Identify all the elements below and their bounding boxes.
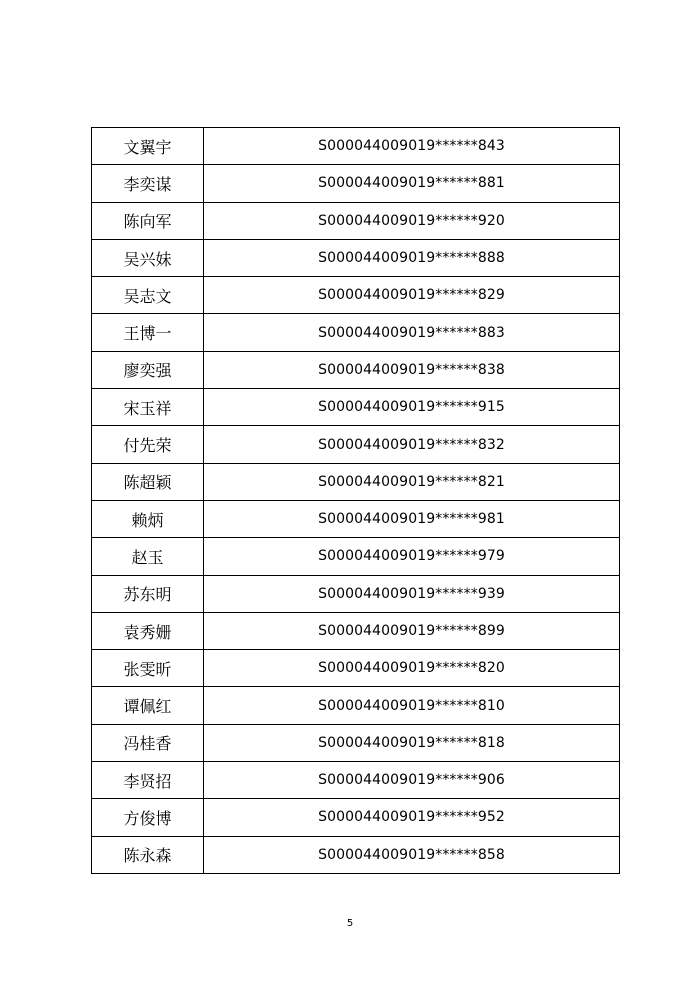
id-cell: S000044009019******888 — [204, 239, 620, 276]
table-row — [92, 314, 620, 351]
table-row — [92, 351, 620, 388]
table-row — [92, 426, 620, 463]
table-row — [92, 724, 620, 761]
id-cell: S000044009019******915 — [204, 389, 620, 426]
id-cell: S000044009019******820 — [204, 650, 620, 687]
id-cell: S000044009019******818 — [204, 724, 620, 761]
name-cell: 谭佩红 — [92, 687, 204, 724]
id-cell: S000044009019******906 — [204, 762, 620, 799]
id-cell: S000044009019******832 — [204, 426, 620, 463]
name-cell: 李贤招 — [92, 762, 204, 799]
id-cell: S000044009019******920 — [204, 202, 620, 239]
name-cell: 廖奕强 — [92, 351, 204, 388]
id-cell: S000044009019******939 — [204, 575, 620, 612]
id-cell: S000044009019******858 — [204, 836, 620, 873]
table-row — [92, 538, 620, 575]
name-cell: 李奕谋 — [92, 165, 204, 202]
id-cell: S000044009019******810 — [204, 687, 620, 724]
id-cell: S000044009019******821 — [204, 463, 620, 500]
name-cell: 王博一 — [92, 314, 204, 351]
id-cell: S000044009019******952 — [204, 799, 620, 836]
name-cell: 陈永森 — [92, 836, 204, 873]
table-row — [92, 612, 620, 649]
table-row — [92, 277, 620, 314]
table-row — [92, 575, 620, 612]
name-cell: 吴兴妹 — [92, 239, 204, 276]
name-cell: 陈向军 — [92, 202, 204, 239]
name-cell: 方俊博 — [92, 799, 204, 836]
name-cell: 宋玉祥 — [92, 389, 204, 426]
table-row — [92, 239, 620, 276]
table-row — [92, 165, 620, 202]
table-row — [92, 762, 620, 799]
table-row — [92, 389, 620, 426]
table-row — [92, 799, 620, 836]
name-cell: 文翼宇 — [92, 128, 204, 165]
name-cell: 陈超颖 — [92, 463, 204, 500]
table-row — [92, 687, 620, 724]
table-row — [92, 650, 620, 687]
id-cell: S000044009019******881 — [204, 165, 620, 202]
id-cell: S000044009019******981 — [204, 500, 620, 537]
name-cell: 袁秀姗 — [92, 612, 204, 649]
id-cell: S000044009019******979 — [204, 538, 620, 575]
id-cell: S000044009019******829 — [204, 277, 620, 314]
id-cell: S000044009019******843 — [204, 128, 620, 165]
page-number: 5 — [346, 918, 354, 929]
table-row — [92, 836, 620, 873]
id-cell: S000044009019******899 — [204, 612, 620, 649]
name-cell: 张雯昕 — [92, 650, 204, 687]
name-cell: 付先荣 — [92, 426, 204, 463]
table-row — [92, 202, 620, 239]
id-cell: S000044009019******838 — [204, 351, 620, 388]
table-row — [92, 128, 620, 165]
table-row — [92, 500, 620, 537]
id-cell: S000044009019******883 — [204, 314, 620, 351]
roster-table-body — [92, 128, 620, 874]
name-cell: 苏东明 — [92, 575, 204, 612]
table-row — [92, 463, 620, 500]
name-cell: 赵玉 — [92, 538, 204, 575]
name-cell: 吴志文 — [92, 277, 204, 314]
roster-table — [91, 127, 620, 874]
name-cell: 赖炳 — [92, 500, 204, 537]
name-cell: 冯桂香 — [92, 724, 204, 761]
